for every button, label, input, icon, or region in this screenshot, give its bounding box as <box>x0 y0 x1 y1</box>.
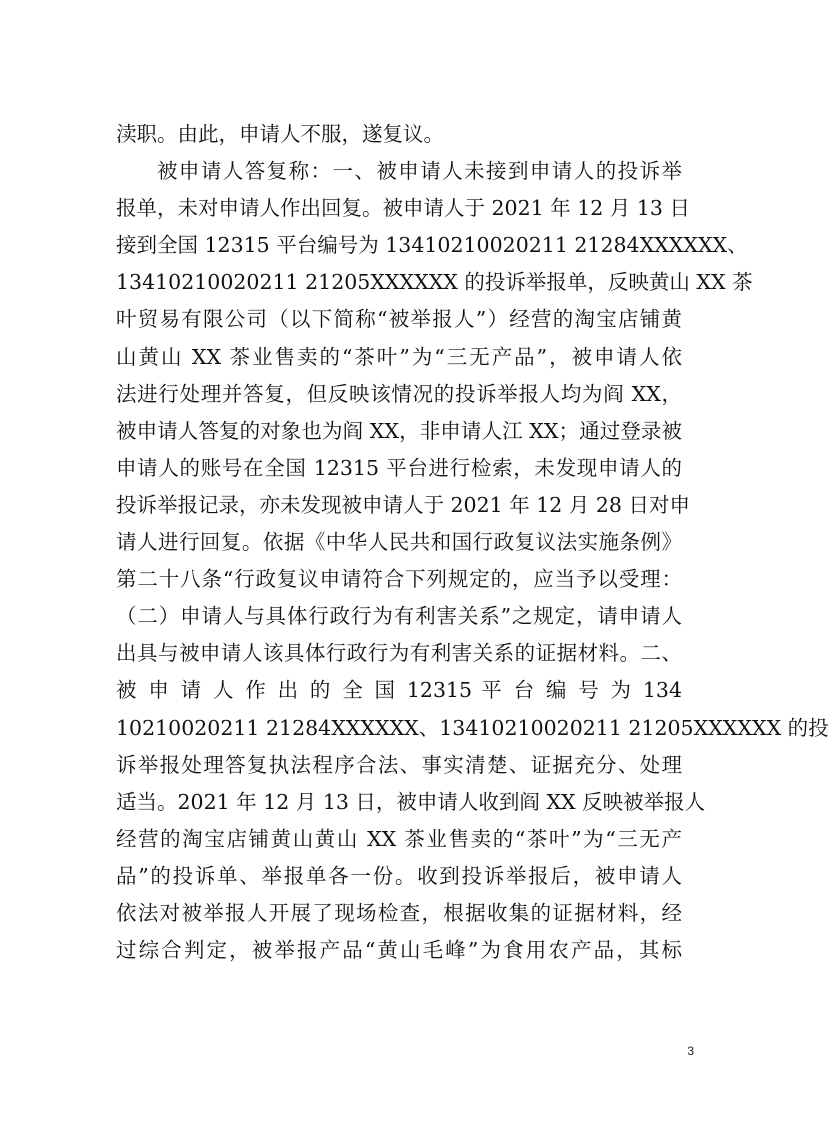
text-line: 投诉举报记录，亦未发现被申请人于 2021 年 12 月 28 日对申 <box>116 492 690 517</box>
text-line: 经营的淘宝店铺黄山黄山 XX 茶业售卖的“茶叶”为“三无产 <box>116 826 682 851</box>
text-line: 诉举报处理答复执法程序合法、事实清楚、证据充分、处理 <box>116 752 682 777</box>
text-line: 渎职。由此，申请人不服，遂复议。 <box>116 122 444 146</box>
page-number: 3 <box>687 1044 694 1058</box>
text-line: 被 申 请 人 作 出 的 全 国 12315 平 台 编 号 为 134 <box>116 678 682 703</box>
text-line: 山黄山 XX 茶业售卖的“茶叶”为“三无产品”，被申请人依 <box>116 344 682 369</box>
text-line: 品”的投诉单、举报单各一份。收到投诉举报后，被申请人 <box>116 863 682 888</box>
text-line: 13410210020211 21205XXXXXX 的投诉举报单，反映黄山 XX 茶 <box>116 270 753 295</box>
text-line: 适当。2021 年 12 月 13 日，被申请人收到阎 XX 反映被举报人 <box>116 789 706 814</box>
text-line: 叶贸易有限公司（以下简称“被举报人”）经营的淘宝店铺黄 <box>116 307 682 332</box>
text-line: 请人进行回复。依据《中华人民共和国行政复议法实施条例》 <box>116 530 682 555</box>
text-line: 被申请人答复称：一、被申请人未接到申请人的投诉举 <box>157 159 682 184</box>
text-line: 报单，未对申请人作出回复。被申请人于 2021 年 12 月 13 日 <box>116 196 690 221</box>
text-line: 10210020211 21284XXXXXX、13410210020211 21205XXXXXX 的投 <box>116 715 829 740</box>
text-line: 接到全国 12315 平台编号为 13410210020211 21284XXXXXX、 <box>116 233 748 258</box>
text-line: 第二十八条“行政复议申请符合下列规定的，应当予以受理： <box>116 567 682 592</box>
text-line: 申请人的账号在全国 12315 平台进行检索，未发现申请人的 <box>116 455 682 480</box>
text-line: 被申请人答复的对象也为阎 XX，非申请人江 XX；通过登录被 <box>116 418 682 443</box>
body-text <box>116 116 829 969</box>
text-line: （二）申请人与具体行政行为有利害关系”之规定，请申请人 <box>116 604 682 629</box>
text-line: 依法对被举报人开展了现场检查，根据收集的证据材料，经 <box>116 900 682 925</box>
text-line: 出具与被申请人该具体行政行为有利害关系的证据材料。二、 <box>116 641 682 666</box>
text-line: 过综合判定，被举报产品“黄山毛峰”为食用农产品，其标 <box>116 938 682 963</box>
text-line: 法进行处理并答复，但反映该情况的投诉举报人均为阎 XX， <box>116 381 682 406</box>
